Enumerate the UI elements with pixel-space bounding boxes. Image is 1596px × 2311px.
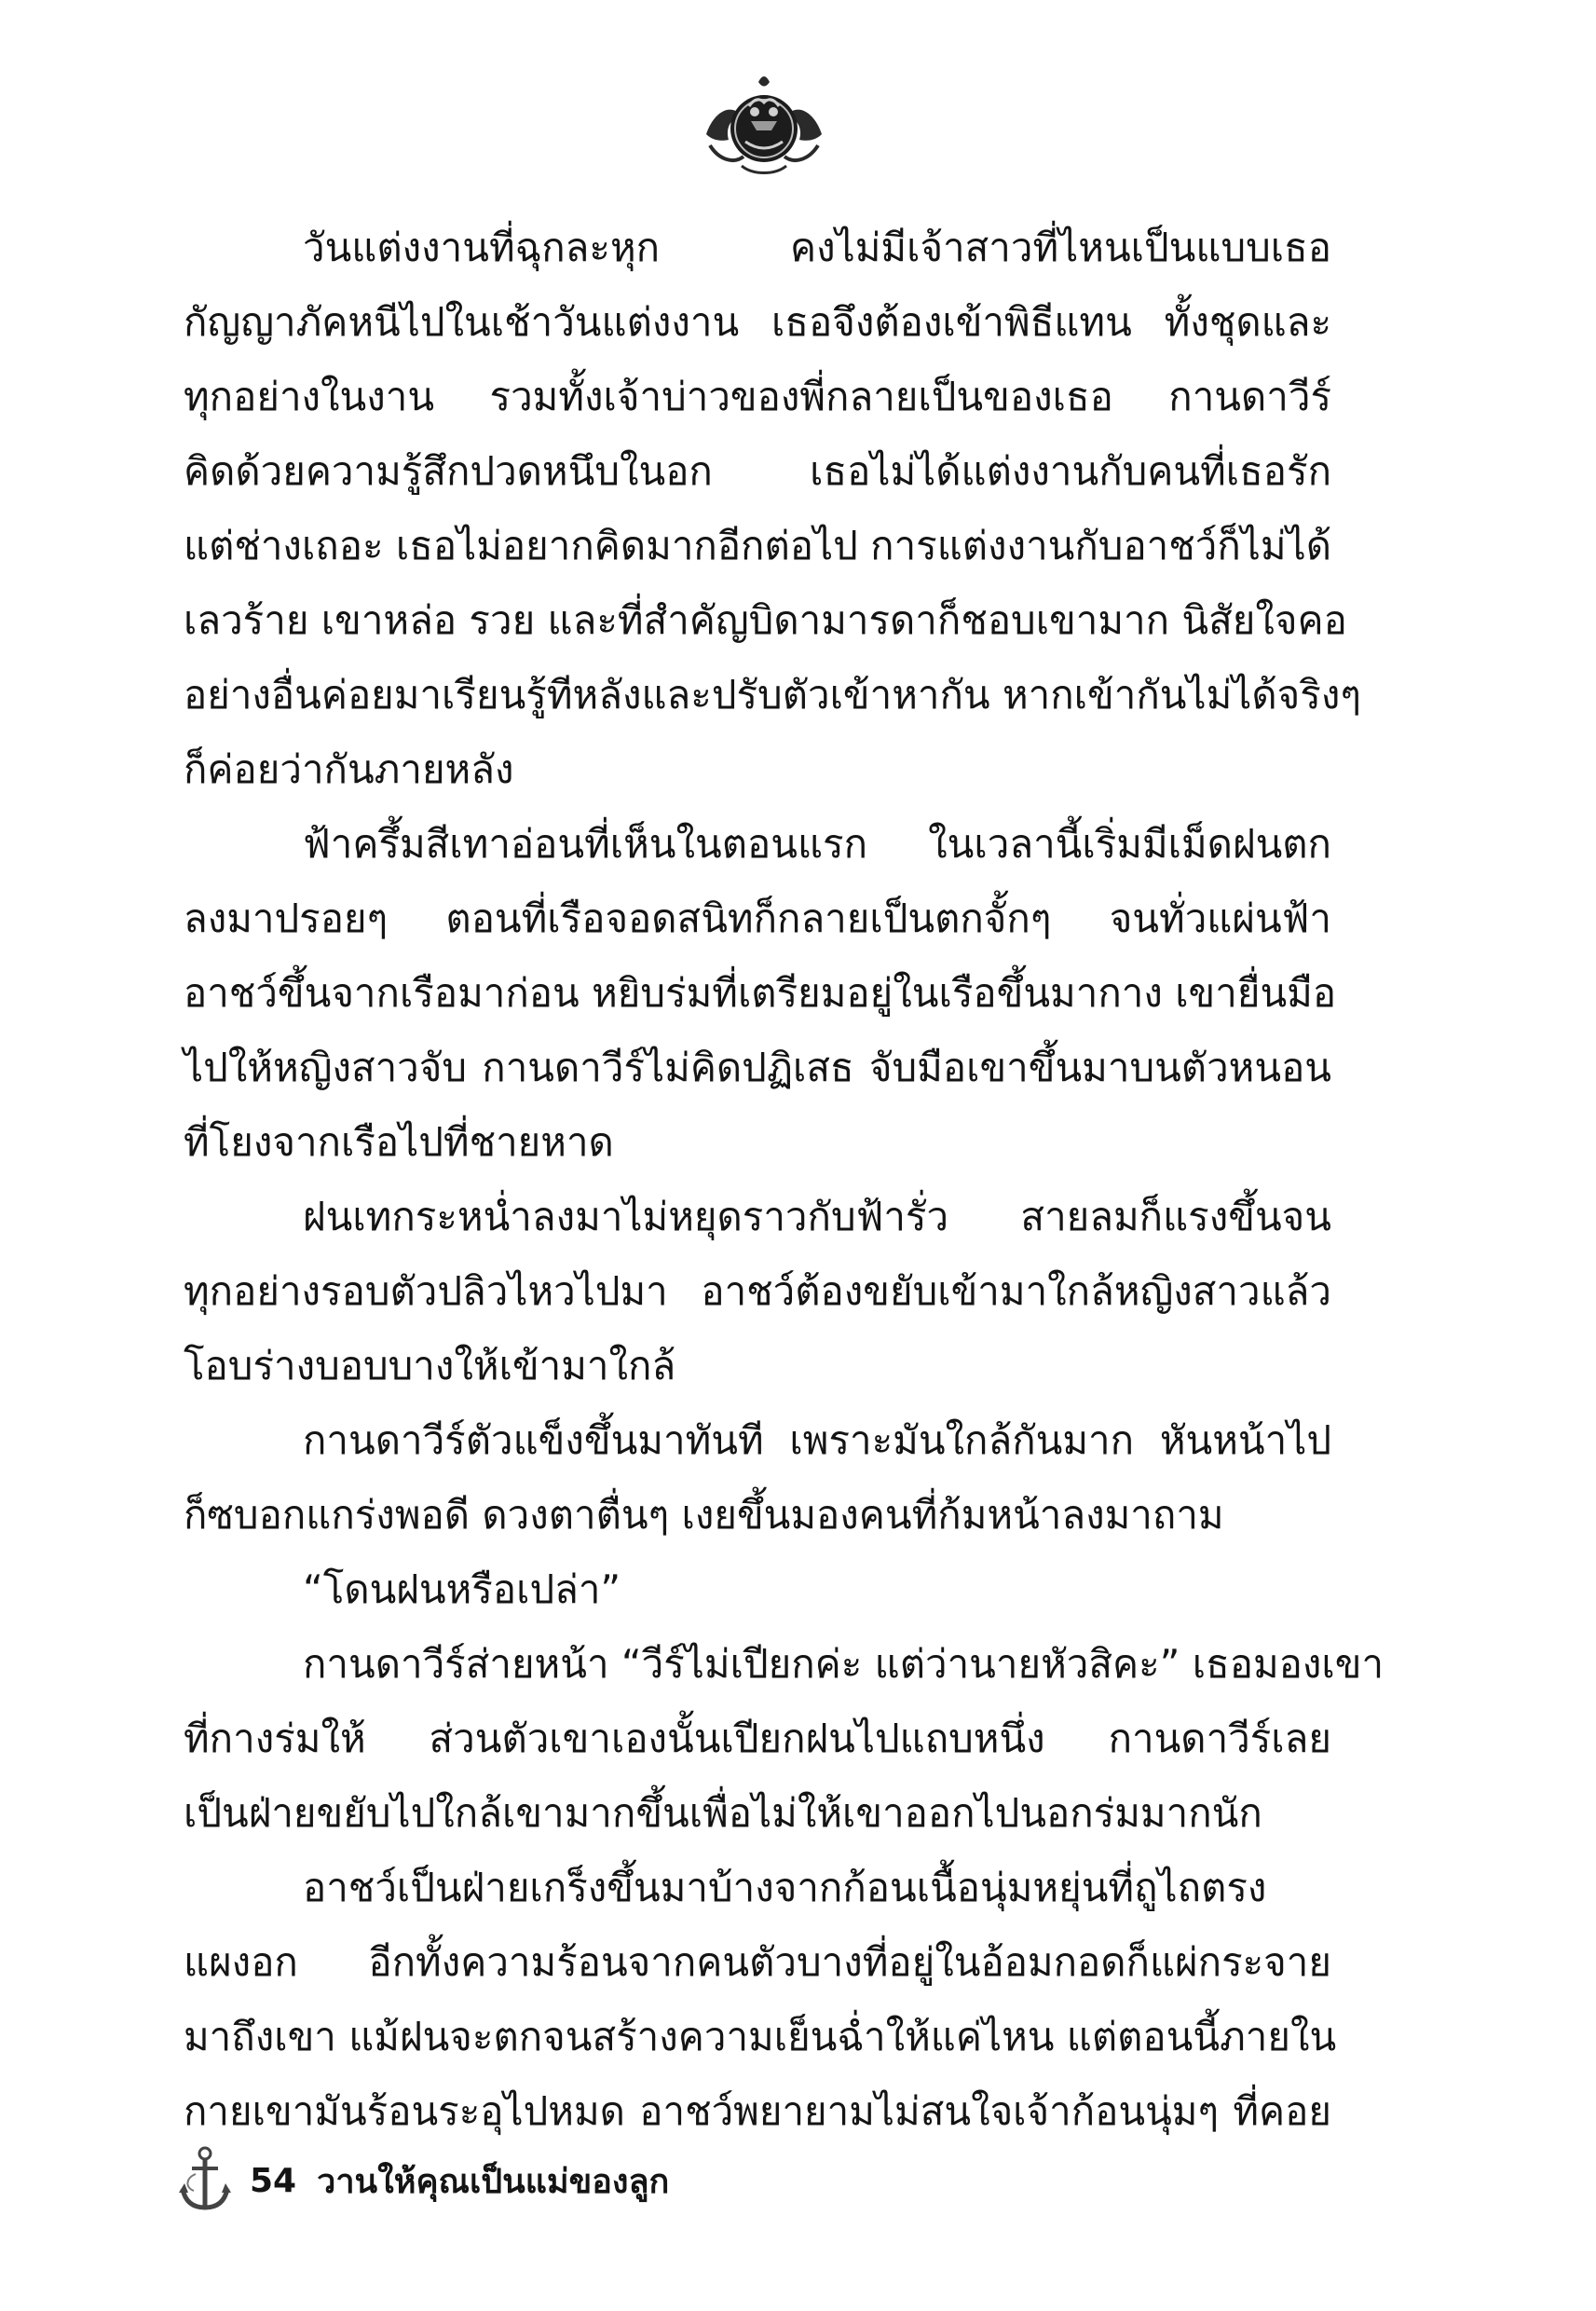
text-line: กานดาวีร์ตัวแข็งขึ้นมาทันที เพราะมันใกล้กันมาก หันหน้าไป — [303, 1417, 1331, 1463]
text-line: ที่โยงจากเรือไปที่ชายหาด — [184, 1119, 614, 1165]
text-line: โอบร่างบอบบางให้เข้ามาใกล้ — [184, 1343, 676, 1388]
publisher-logo-icon — [697, 75, 831, 179]
text-line: อย่างอื่นค่อยมาเรียนรู้ทีหลังและปรับตัวเข้าหากัน หากเข้ากันไม่ได้จริงๆ — [184, 672, 1361, 718]
text-line: คิดด้วยความรู้สึกปวดหนึบในอก เธอไม่ได้แต่งงานกับคนที่เธอรัก — [184, 448, 1331, 494]
text-line: ก็ซบอกแกร่งพอดี ดวงตาตื่นๆ เงยขึ้นมองคนที่ก้มหน้าลงมาถาม — [184, 1492, 1224, 1538]
text-line: เลวร้าย เขาหล่อ รวย และที่สำคัญบิดามารดาก็ชอบเขามาก นิสัยใจคอ — [184, 597, 1347, 643]
book-title: วานให้คุณเป็นแม่ของลูก — [317, 2162, 670, 2201]
text-line: อาชว์เป็นฝ่ายเกร็งขึ้นมาบ้างจากก้อนเนื้อนุ่มหยุ่นที่ถูไถตรง — [303, 1865, 1267, 1910]
text-line: วันแต่งงานที่ฉุกละหุก คงไม่มีเจ้าสาวที่ไหนเป็นแบบเธอ — [303, 225, 1331, 270]
text-line: ทุกอย่างรอบตัวปลิวไหวไปมา อาชว์ต้องขยับเข้ามาใกล้หญิงสาวแล้ว — [184, 1268, 1331, 1314]
publisher-logo — [697, 75, 831, 179]
paragraph — [184, 1851, 1337, 2149]
text-line: ก็ค่อยว่ากันภายหลัง — [184, 746, 514, 792]
anchor-icon — [177, 2146, 233, 2215]
text-line: ไปให้หญิงสาวจับ กานดาวีร์ไม่คิดปฏิเสธ จับมือเขาขึ้นมาบนตัวหนอน — [184, 1045, 1331, 1090]
paragraph — [184, 1627, 1385, 1851]
text-line: กายเขามันร้อนระอุไปหมด อาชว์พยายามไม่สนใจเจ้าก้อนนุ่มๆ ที่คอย — [184, 2088, 1331, 2134]
text-line: เป็นฝ่ายขยับไปใกล้เขามากขึ้นเพื่อไม่ให้เขาออกไปนอกร่มมากนัก — [184, 1790, 1262, 1836]
text-line: ที่กางร่มให้ ส่วนตัวเขาเองนั้นเปียกฝนไปแถบหนึ่ง กานดาวีร์เลย — [184, 1716, 1331, 1761]
text-line: ทุกอย่างในงาน รวมทั้งเจ้าบ่าวของพี่กลายเป็นของเธอ กานดาวีร์ — [184, 374, 1331, 419]
paragraph — [184, 211, 1361, 807]
paragraph — [184, 1403, 1331, 1552]
paragraph — [184, 1552, 1331, 1627]
text-line: กานดาวีร์ส่ายหน้า “วีร์ไม่เปียกค่ะ แต่ว่านายหัวสิคะ” เธอมองเขา — [303, 1641, 1385, 1687]
text-line: กัญญาภัคหนีไปในเช้าวันแต่งงาน เธอจึงต้องเข้าพิธีแทน ทั้งชุดและ — [184, 299, 1331, 345]
body-text — [184, 211, 1385, 2149]
page-footer — [177, 2143, 669, 2218]
text-line: แผงอก อีกทั้งความร้อนจากคนตัวบางที่อยู่ในอ้อมกอดก็แผ่กระจาย — [184, 1939, 1331, 1985]
text-line: ฝนเทกระหน่ำลงมาไม่หยุดราวกับฟ้ารั่ว สายลมก็แรงขึ้นจน — [303, 1194, 1331, 1239]
text-line: ฟ้าครึ้มสีเทาอ่อนที่เห็นในตอนแรก ในเวลานี้เริ่มมีเม็ดฝนตก — [303, 821, 1331, 867]
page-number: 54 — [250, 2161, 297, 2200]
paragraph — [184, 1180, 1331, 1403]
text-line: ลงมาปรอยๆ ตอนที่เรือจอดสนิทก็กลายเป็นตกจั้กๆ จนทั่วแผ่นฟ้า — [184, 896, 1331, 941]
paragraph — [184, 807, 1337, 1180]
text-line: “โดนฝนหรือเปล่า” — [303, 1566, 621, 1612]
text-line: มาถึงเขา แม้ฝนจะตกจนสร้างความเย็นฉ่ำให้แค่ไหน แต่ตอนนี้ภายใน — [184, 2014, 1337, 2059]
text-line: แต่ช่างเถอะ เธอไม่อยากคิดมากอีกต่อไป การแต่งงานกับอาชว์ก็ไม่ได้ — [184, 523, 1331, 568]
text-line: อาชว์ขึ้นจากเรือมาก่อน หยิบร่มที่เตรียมอยู่ในเรือขึ้นมากาง เขายื่นมือ — [184, 970, 1337, 1016]
